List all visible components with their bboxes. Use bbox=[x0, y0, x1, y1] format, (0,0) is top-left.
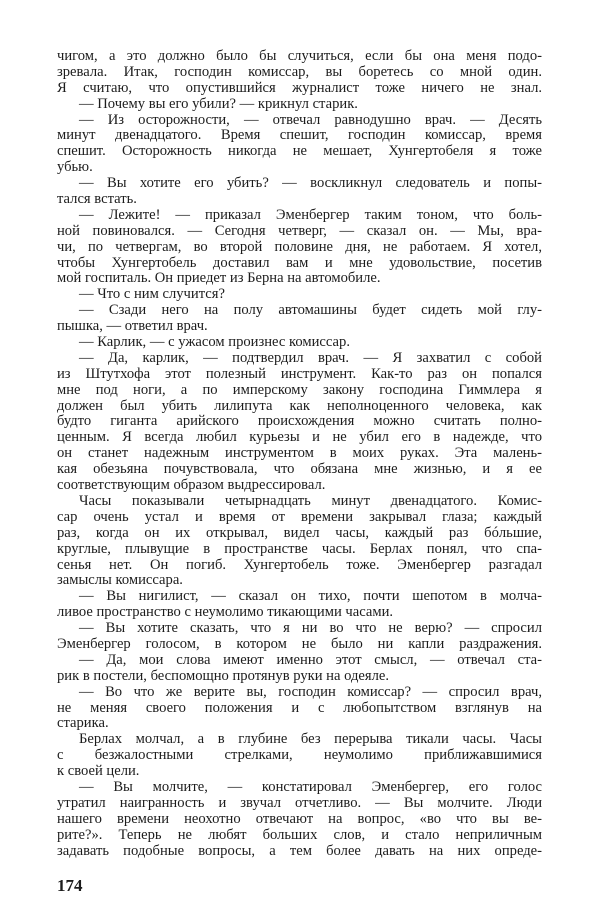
text-line: — Карлик, — с ужасом произнес комиссар. bbox=[79, 334, 350, 351]
text-line: сар очень устал и время от времени закрывал глаза; каждый bbox=[57, 508, 542, 525]
text-line: — Да, мои слова имеют именно этот смысл, — отвечал ста- bbox=[79, 651, 542, 668]
text-line: Берлах молчал, а в глубине без перерыва тикали часы. Часы bbox=[79, 731, 542, 748]
text-line: с безжалостными стрелками, неумолимо приближавшимися bbox=[57, 747, 542, 764]
text-line: чигом, а это должно было бы случиться, если бы она меня подо- bbox=[57, 48, 542, 64]
text-line: замыслы комиссара. bbox=[57, 572, 183, 589]
text-line: он станет надежным инструментом в моих руках. Эта малень- bbox=[57, 445, 542, 462]
text-line: Я считаю, что опустившийся журналист тоже ничего не знал. bbox=[57, 79, 542, 96]
text-line: — Вы хотите его убить? — воскликнул следователь и попы- bbox=[79, 175, 542, 192]
text-line: чи, по четвергам, во второй половине дня, не работаем. Я хотел, bbox=[57, 238, 542, 255]
page-number: 174 bbox=[57, 876, 83, 895]
text-line: минут двенадцатого. Время спешит, господин комиссар, время bbox=[57, 127, 542, 144]
text-line: Часы показывали четырнадцать минут двенадцатого. Комис- bbox=[79, 492, 542, 509]
text-line: ценным. Я всегда любил курьезы и не убил его в надежде, что bbox=[57, 429, 542, 446]
text-line: — Да, карлик, — подтвердил врач. — Я захватил с собой bbox=[79, 349, 542, 366]
text-line: мне под ноги, а по имперскому закону господина Гиммлера я bbox=[57, 381, 542, 398]
text-line: из Штутхофа этот полезный инструмент. Как-то раз он попался bbox=[57, 365, 542, 382]
text-line: задавать подобные вопросы, а тем более давать на них опреде- bbox=[57, 842, 542, 859]
text-line: рик в постели, беспомощно протянув руки на одеяле. bbox=[57, 667, 390, 684]
text-line: нашего времени неохотно отвечают на вопрос, «во что вы ве- bbox=[57, 810, 542, 827]
text-line: пышка, — ответил врач. bbox=[57, 318, 208, 335]
text-line: — Сзади него на полу автомашины будет сидеть мой глу- bbox=[79, 302, 542, 319]
text-line: — Вы нигилист, — сказал он тихо, почти шепотом в молча- bbox=[79, 588, 542, 605]
page-body-text bbox=[57, 49, 542, 859]
text-line: мой госпиталь. Он приедет из Берна на автомобиле. bbox=[57, 270, 381, 287]
text-line: рите?». Теперь не любят больших слов, и стало неприличным bbox=[57, 826, 542, 843]
text-line: кая обезьяна почувствовала, что обязана мне жизнью, и я ее bbox=[57, 461, 542, 478]
text-line: — Во что же верите вы, господин комиссар? — спросил врач, bbox=[79, 683, 542, 700]
text-line: тался встать. bbox=[57, 191, 137, 208]
text-line: зревала. Итак, господин комиссар, вы боретесь со мной один. bbox=[57, 63, 542, 80]
text-line: будто гиганта арийского происхождения можно считать полно- bbox=[57, 413, 542, 430]
text-line: — Что с ним случится? bbox=[79, 286, 225, 303]
text-line: Эменбергер голосом, в котором не было ни капли раздражения. bbox=[57, 635, 542, 652]
text-line: соответствующим образом выдрессировал. bbox=[57, 477, 326, 494]
text-line: ливое пространство с неумолимо тикающими часами. bbox=[57, 604, 394, 621]
text-line: круглые, плывущие в пространстве часы. Берлах понял, что спа- bbox=[57, 540, 542, 557]
text-line: — Из осторожности, — отвечал равнодушно врач. — Десять bbox=[79, 111, 542, 128]
text-line: — Лежите! — приказал Эменбергер таким тоном, что боль- bbox=[79, 206, 542, 223]
text-line: старика. bbox=[57, 715, 109, 732]
text-line: убью. bbox=[57, 159, 93, 176]
text-line: к своей цели. bbox=[57, 763, 140, 780]
text-line: сенья нет. Он погиб. Хунгертобель тоже. Эменбергер разгадал bbox=[57, 556, 542, 573]
text-line: спешит. Осторожность никогда не мешает, Хунгертобеля я тоже bbox=[57, 143, 542, 160]
text-line: — Вы молчите, — констатировал Эменбергер, его голос bbox=[79, 778, 542, 795]
text-line: — Почему вы его убили? — крикнул старик. bbox=[79, 95, 358, 112]
text-line: раз, когда он их открывал, видел часы, каждый раз бóльшие, bbox=[57, 524, 542, 541]
text-line: должен был убить лилипута как неполноценного человека, как bbox=[57, 397, 542, 414]
text-line: — Вы хотите сказать, что я ни во что не верю? — спросил bbox=[79, 620, 542, 637]
text-line: ной повиновался. — Сегодня четверг, — сказал он. — Мы, вра- bbox=[57, 222, 542, 239]
text-line: не меняя своего положения и с любопытством взглянув на bbox=[57, 699, 542, 716]
text-line: утратил наигранность и звучал отчетливо. — Вы молчите. Люди bbox=[57, 794, 542, 811]
text-line: чтобы Хунгертобель доставил вам и мне удовольствие, посетив bbox=[57, 254, 542, 271]
